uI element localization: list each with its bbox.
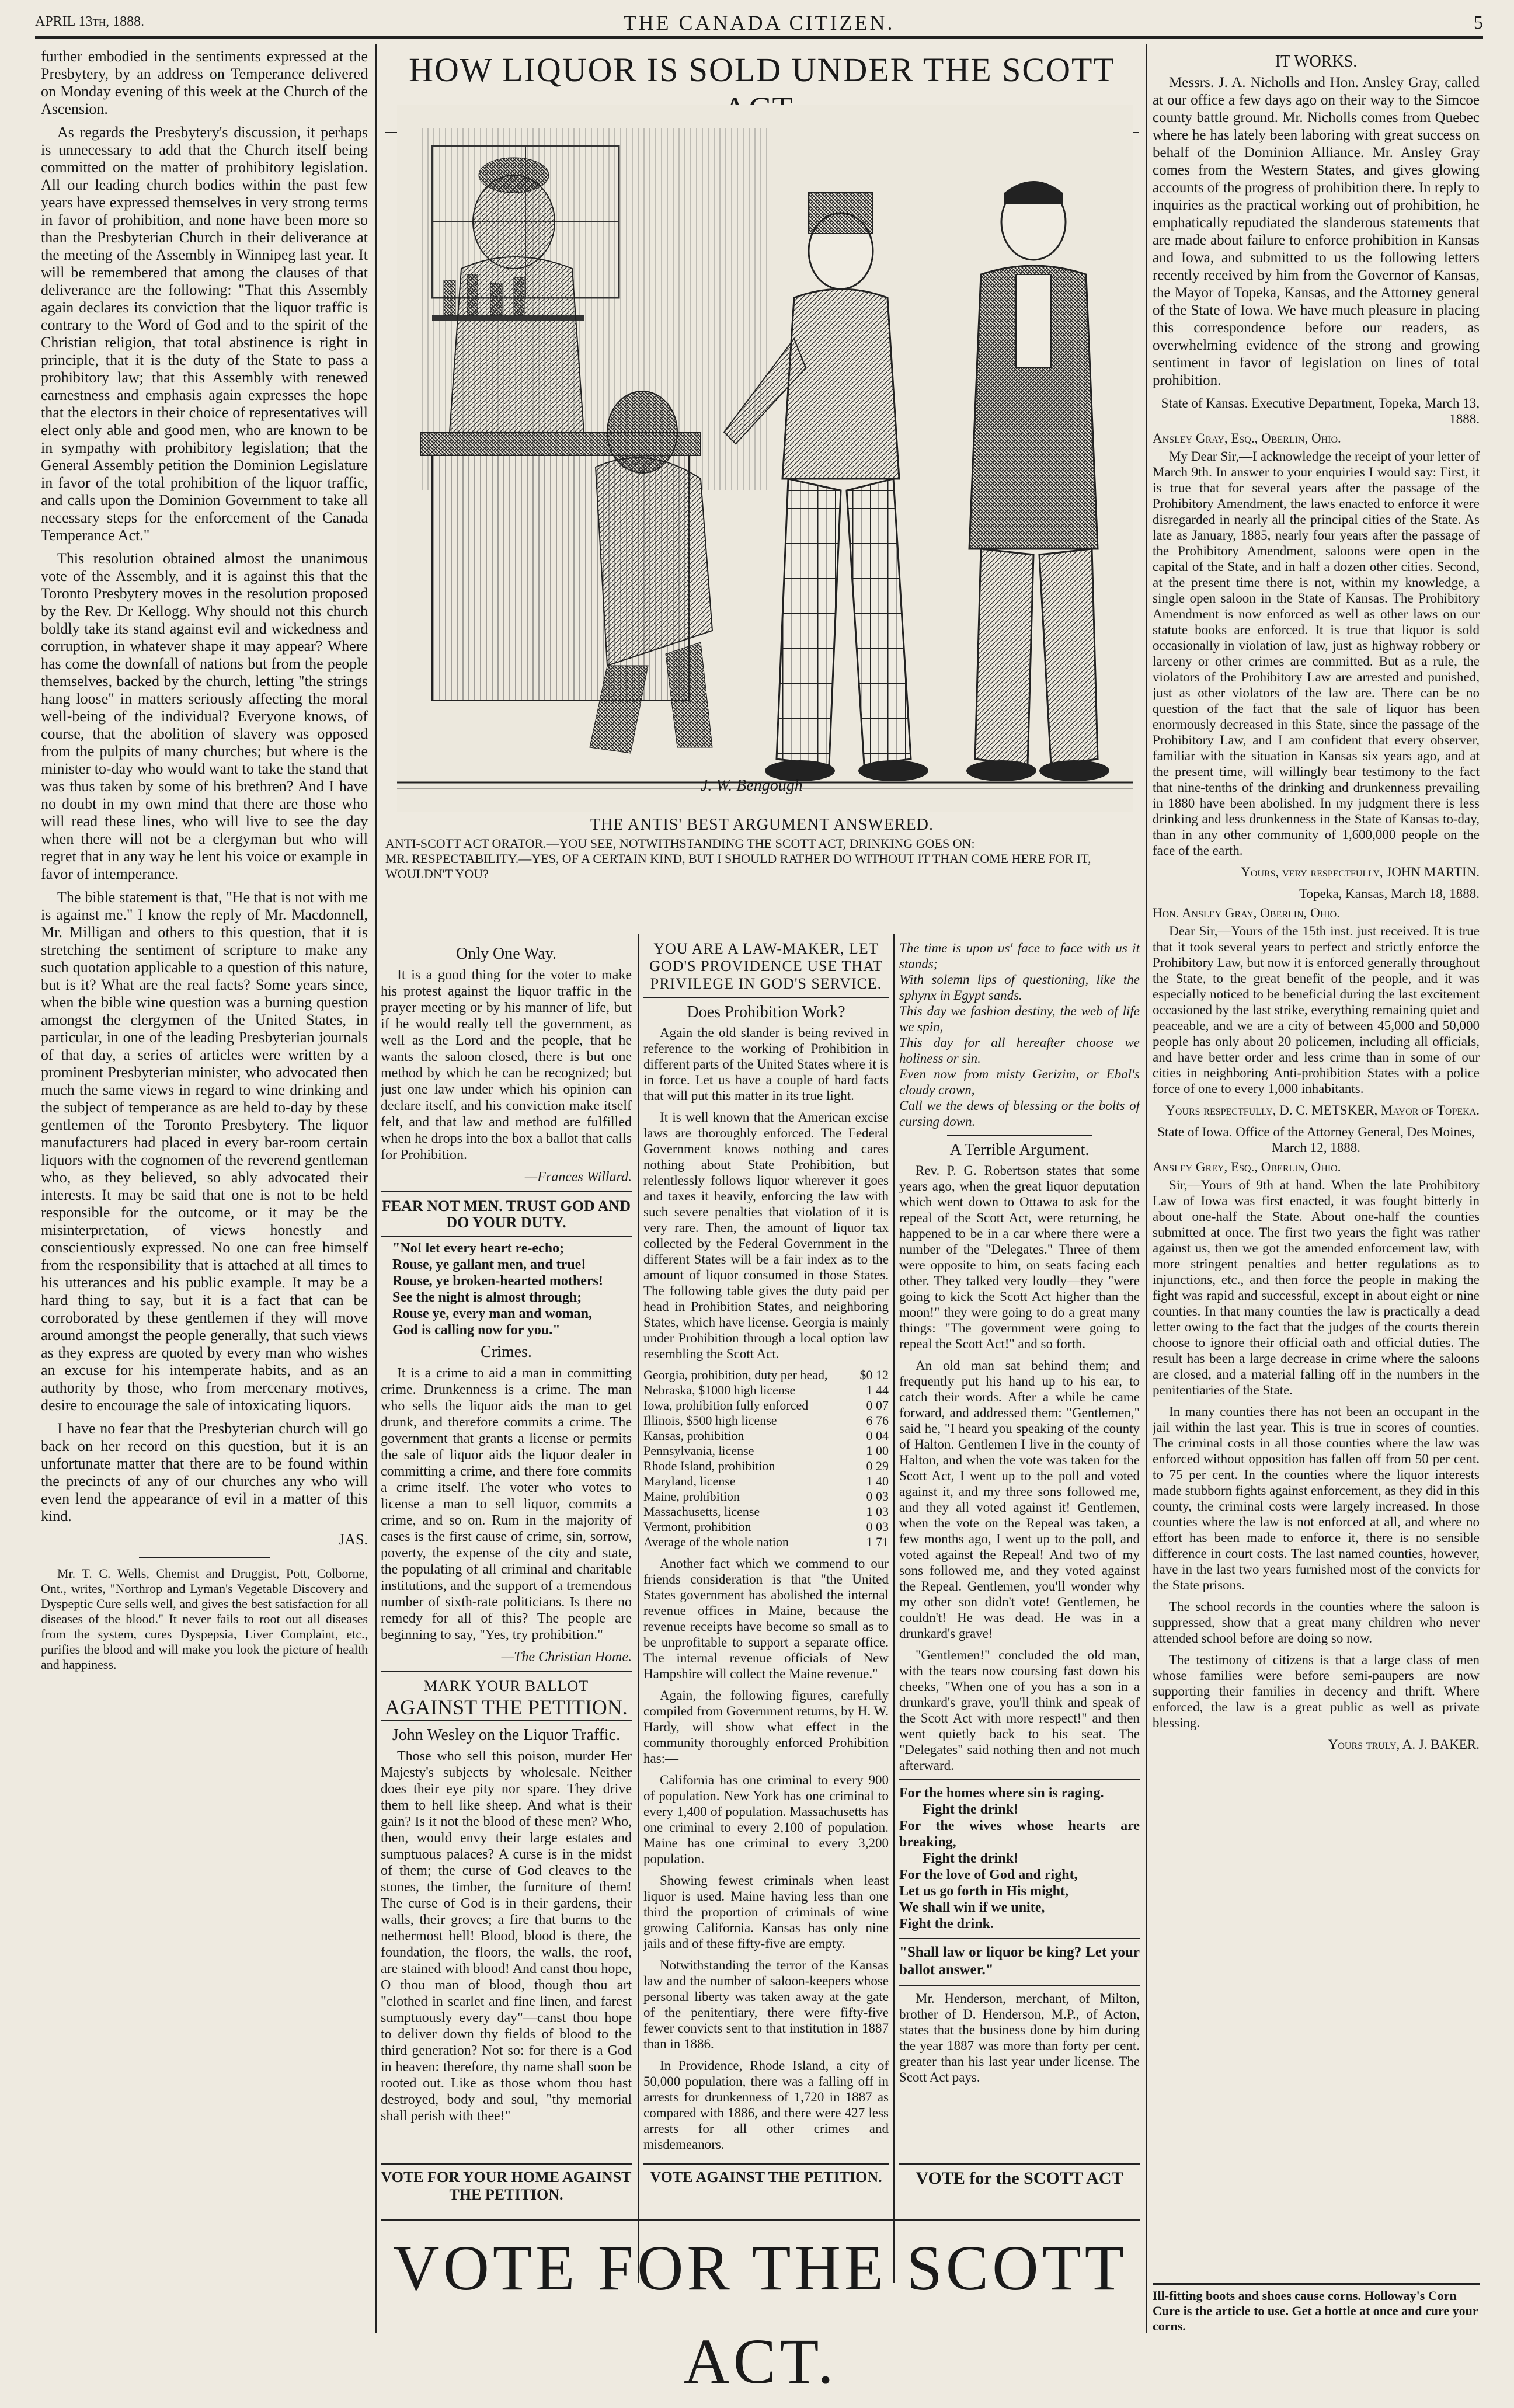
verse-line: Fight the drink. xyxy=(899,1916,994,1932)
article-title: John Wesley on the Liquor Traffic. xyxy=(392,1726,621,1744)
verse-line: Let us go forth in His might, xyxy=(899,1884,1069,1899)
cartoon-illustration xyxy=(397,105,1133,812)
vote-box: VOTE AGAINST THE PETITION. xyxy=(643,2163,889,2186)
state-cell: Kansas, prohibition xyxy=(643,1428,744,1443)
paragraph: Sir,—Yours of 9th at hand. When the late Prohibitory Law of Iowa was first enacted, it was fought bitterly in about one-half the State. About one-half the counties submitted at once. The first two years the fight was rather against us, then we got the amended enforcement law, with more stringent penalties and better regulations as to injunctions, etc., and then force the people in making the fight was rapid and successful, except in about eight or nine counties. In that many counties the law is practically a dead letter owing to the fact that the judges of the courts therein choose to ignore their official oath and official duties. The result has been a large decrease in crime where the saloons are closed, and a material falling off in the numbers in the penitentiaries of the State. xyxy=(1153,1178,1480,1397)
article-title: AGAINST THE PETITION. xyxy=(385,1696,628,1719)
cartoon-caption xyxy=(385,817,1139,882)
verse-line: The time is upon us' face to face with us it stands; xyxy=(899,941,1140,971)
paragraph: Messrs. J. A. Nicholls and Hon. Ansley Gray, called at our office a few days ago on their way to the Simcoe county battle ground. Mr. Nicholls comes from Quebec where he has lately been laboring with great success on behalf of the Dominion Alliance. Mr. Ansley Gray comes from the Western States, and gives glowing accounts of the progress of prohibition there. In reply to inquiries as the practical working out of prohibition, he emphatically repudiated the slanderous statements that are made about failure to enforce prohibition in Kansas and Iowa, and submitted to us the following letters recently received by him from the Governor of Kansas, the Mayor of Topeka, Kansas, and the Attorney general of the State of Iowa. We have much pleasure in placing this correspondence before our readers, as overwhelming evidence of the strong and growing sentiment in favor of legislation on lines of total prohibition. xyxy=(1153,75,1480,388)
article-title: A Terrible Argument. xyxy=(949,1141,1090,1159)
verse-line: God is calling now for you." xyxy=(392,1323,561,1338)
paragraph: Those who sell this poison, murder Her Majesty's subjects by wholesale. Neither does their eye pity nor spare. They drive them to hell like sheep. And what is their gain? Is it not the blood of these men? Who, then, would envy their large estates and sumptuous palaces? A curse is in the midst of them; the curse of God cleaves to the stones, the timber, the furniture of them! The curse of God is in their gardens, their walls, their groves; a fire that burns to the nethermost hell! Blood, blood is there, the foundation, the floors, the walls, the roof, are stained with blood! And canst thou hope, O thou man of blood, though thou art "clothed in scarlet and fine linen, and farest sumptuously every day"—canst thou hope to deliver down thy fields of blood to the third generation? Not so: for there is a God in heaven: therefore, thy name shall soon be rooted out. Like as those whom thou hast destroyed, body and soul, "thy memorial shall perish with thee!" xyxy=(381,1749,632,2124)
state-cell: Pennsylvania, license xyxy=(643,1443,754,1458)
table-row xyxy=(643,1383,889,1398)
table-row xyxy=(643,1489,889,1504)
page-number: 5 xyxy=(1474,12,1483,33)
paragraph: In Providence, Rhode Island, a city of 50,000 population, there was a falling off in arrests for drunkenness of 1,720 in 1887 as compared with 1886, and there were 427 less arrests for all other crimes and misdemeanors. xyxy=(643,2058,889,2152)
article-title: Only One Way. xyxy=(456,945,556,963)
paragraph: It is a crime to aid a man in committing crime. Drunkenness is a crime. The man who sells the liquor aids the man to get drunk, and therefore commits a crime. The government that grants a license or permits the sale of liquor aids the liquor dealer in committing a crime, and there fore commits a crime itself. The voter who votes to license a man to sell liquor, commits a crime, and so on. Rum in the majority of cases is the first cause of crime, sin, sorrow, poverty, the expense of the city and state, the populating of all criminal and charitable institutions, and the support of a tremendous number of sixth-rate politicians. Is there no remedy for all of this? The people are beginning to say, "Yes, try prohibition." xyxy=(381,1366,632,1643)
verse-line: Fight the drink! xyxy=(923,1851,1019,1866)
column-four xyxy=(899,940,1140,2155)
paragraph: Mr. Henderson, merchant, of Milton, brother of D. Henderson, M.P., of Acton, states that the business done by him during the year 1887 was more than forty per cent. greater than his last year under license. The Scott Act pays. xyxy=(899,1991,1140,2085)
verse xyxy=(899,1785,1140,1932)
letter-signature: Yours, very respectfully, JOHN MARTIN. xyxy=(1241,865,1480,879)
verse-line: Even now from misty Gerizim, or Ebal's cloudy crown, xyxy=(899,1067,1140,1097)
state-cell: Iowa, prohibition fully enforced xyxy=(643,1398,809,1412)
letter-heading: State of Kansas. Executive Department, Topeka, March 13, 1888. xyxy=(1161,396,1480,426)
verse-line: For the homes where sin is raging. xyxy=(899,1786,1104,1801)
editorial-column xyxy=(41,48,368,2331)
article-title: FEAR NOT MEN. TRUST GOD AND DO YOUR DUTY. xyxy=(381,1198,631,1231)
duty-cell: 1 40 xyxy=(866,1474,889,1488)
paragraph: It is well known that the American excise laws are thoroughly enforced. The Federal Government knows nothing and cares nothing about State Prohibition, but relentlessly follows liquor wherever it goes and taxes it heavily, enforcing the law with such severe penalties that violation of it is very rare. Then, the amount of liquor tax collected by the Federal Government in the different States will be a fair index as to the amount of liquor consumed in those States. The following table gives the duty paid per head in Prohibition States, and neighboring States, which have license. Georgia is mainly under Prohibition through a local option law resembling the Scott Act. xyxy=(643,1110,889,1361)
paragraph: Rev. P. G. Robertson states that some years ago, when the great liquor deputation which went down to Ottawa to ask for the repeal of the Scott Act, were returning, he happened to be in a car where there were a number of the "Delegates." Three of them were opposite to him, on seats facing each other. They talked very loudly—they "were going to kick the Scott Act higher than the moon!" they were going to do a great many things: "The government were going to repeal the Scott Act!" and so forth. xyxy=(899,1163,1140,1351)
column-rule xyxy=(375,44,377,2333)
article-title: Does Prohibition Work? xyxy=(687,1003,845,1021)
credit: —The Christian Home. xyxy=(501,1650,632,1665)
verse-line: For the love of God and right, xyxy=(899,1867,1078,1882)
paragraph: Again the old slander is being revived in reference to the working of Prohibition in different parts of the United States where it is in force. Let us have a couple of hard facts that will put this matter in its true light. xyxy=(643,1025,889,1103)
paragraph: An old man sat behind them; and frequently put his hand up to his ear, to catch their words. After a while he came forward, and addressed them: "Gentlemen," said he, "I heard you speaking of the county of Halton. Gentlemen I live in the county of Halton, and when the vote was taken for the Scott Act, I went up to the poll and voted against it, and my three sons followed me, and they all voted against it! Gentlemen, when the vote on the Repeal was taken, a few months ago, I went up to the poll, and voted against the Repeal! And two of my sons followed me, and they voted against the Repeal. Gentlemen, you'll wonder why my other son didn't vote! Gentlemen, he couldn't! He was dead. He was in a drunkard's grave! xyxy=(899,1358,1140,1641)
state-cell: Rhode Island, prohibition xyxy=(643,1459,775,1473)
column-rule xyxy=(893,934,895,2283)
duty-cell: 0 03 xyxy=(866,1519,889,1534)
table-row xyxy=(643,1413,889,1428)
verse-line: "No! let every heart re-echo; xyxy=(392,1241,565,1256)
state-cell: Illinois, $500 high license xyxy=(643,1413,777,1428)
divider xyxy=(643,997,889,998)
column-five xyxy=(1153,48,1480,2278)
paragraph: The testimony of citizens is that a large class of men whose families were before semi-paupers are now supporting their families in decency and thrift. Where enforced, the law is a great public as well as private blessing. xyxy=(1153,1652,1480,1730)
paragraph: Another fact which we commend to our friends consideration is that "the United States government has abolished the internal revenue offices in Maine, because the revenue receipts have become so small as to be unprofitable to support a separate office. The internal revenue officials of New Hampshire will collect the Maine revenue." xyxy=(643,1556,889,1681)
duty-cell: 0 04 xyxy=(866,1428,889,1443)
verse xyxy=(381,1240,632,1338)
paragraph: In many counties there has not been an occupant in the jail within the last year. This is true in scores of counties. The criminal costs in all those counties where the law was enforced without opposition has fallen off from 50 per cent. to 75 per cent. In the counties where the liquor interests made stubborn fights against enforcement, as they did in this county, the criminal costs were largely increased. In those counties where the law is not enforced at all, and where no effort has been made to enforce it, there is no sensible difference in court costs. The last named counties, however, have in the last two years furnished most of the convicts for the State prisons. xyxy=(1153,1404,1480,1592)
article-title: Crimes. xyxy=(481,1343,532,1361)
verse-line: Rouse, ye broken-hearted mothers! xyxy=(392,1273,603,1289)
state-cell: Massachusetts, license xyxy=(643,1504,760,1519)
verse-line: Fight the drink! xyxy=(923,1802,1019,1817)
verse-line: This day we fashion destiny, the web of life we spin, xyxy=(899,1004,1140,1034)
table-row xyxy=(643,1474,889,1489)
state-cell: Nebraska, $1000 high license xyxy=(643,1383,796,1397)
paragraph: Notwithstanding the terror of the Kansas law and the number of saloon-keepers whose personal liberty was taken away at the gate of the penitentiary, there were fifty-five fewer convicts sent to that institution in 1887 than in 1886. xyxy=(643,1958,889,2051)
divider xyxy=(139,1557,270,1558)
divider xyxy=(381,1236,632,1237)
letter-recipient: Hon. Ansley Gray, Oberlin, Ohio. xyxy=(1153,906,1340,920)
article-title: MARK YOUR BALLOT xyxy=(423,1678,589,1694)
letter-signature: Yours truly, A. J. BAKER. xyxy=(1328,1737,1480,1752)
paragraph: I have no fear that the Presbyterian church will go back on her record on this question, but it is an unfortunate matter that there are to be found within the precincts of any of our churches any who will even lend the appearance of evil in a matter of this kind. xyxy=(41,1420,368,1525)
paragraph: California has one criminal to every 900 of population. New York has one criminal to every 1,400 of population. Massachusetts has one criminal to every 2,100 of population. Maine has one criminal to every 3,200 population. xyxy=(643,1773,889,1866)
divider xyxy=(899,1779,1140,1780)
duty-cell: $0 12 xyxy=(859,1367,889,1382)
verse xyxy=(899,940,1140,1129)
state-cell: Vermont, prohibition xyxy=(643,1519,751,1534)
table-row xyxy=(643,1534,889,1550)
verse-line: Call we the dews of blessing or the bolts of cursing down. xyxy=(899,1098,1140,1129)
credit: —Frances Willard. xyxy=(524,1170,632,1185)
article-title: IT WORKS. xyxy=(1275,53,1358,71)
verse-line: We shall win if we unite, xyxy=(899,1900,1045,1915)
paragraph: As regards the Presbytery's discussion, it perhaps is unnecessary to add that the Church itself being committed on the matter of prohibitory legislation. All our leading church bodies within the past few years have expressed themselves in very strong terms in favor of prohibition, and none have been more so than the Presbyterian Church in their deliverance at the meeting of the Assembly in Winnipeg last year. It will be remembered that among the clauses of that deliverance are the following: "That this Assembly again declares its conviction that the liquor traffic is contrary to the Word of God and to the spirit of the Christian religion, that total abstinence is right in principle, that it is the duty of the State to pass a prohibitory law; that this Assembly with renewed earnestness and emphasis again expresses the hope that the electors in their choice of representatives will elect only able and good men, who are known to be in sympathy with prohibitory legislation; that the General Assembly petition the Dominion Legislature in favor of the total prohibition of the liquor traffic, and calls upon the Dominion Government to take all necessary steps for the enforcement of the Canada Temperance Act." xyxy=(41,124,368,544)
running-header xyxy=(35,11,1483,39)
artist-signature: J. W. Bengough xyxy=(701,777,803,795)
state-cell: Average of the whole nation xyxy=(643,1534,789,1549)
column-three xyxy=(643,940,889,2155)
column-rule xyxy=(638,934,639,2283)
verse-line: This day for all hereafter choose we holiness or sin. xyxy=(899,1035,1140,1066)
footer-banner: VOTE FOR THE SCOTT ACT. xyxy=(381,2219,1140,2315)
paragraph: The school records in the counties where the saloon is suppressed, show that a great many children who never attended school before are doing so now. xyxy=(1153,1599,1480,1645)
state-cell: Maryland, license xyxy=(643,1474,736,1488)
duty-cell: 0 07 xyxy=(866,1398,889,1412)
table-row xyxy=(643,1428,889,1443)
cartoon-headline: HOW LIQUOR IS SOLD UNDER THE SCOTT xyxy=(385,50,1139,133)
table-row xyxy=(643,1367,889,1383)
caption-line: MR. RESPECTABILITY.—YES, OF A CERTAIN KIND, BUT I SHOULD RATHER DO WITHOUT IT THAN COME HERE FOR IT, WOULDN'T YOU? xyxy=(385,851,1091,881)
letter-recipient: Ansley Gray, Esq., Oberlin, Ohio. xyxy=(1153,431,1341,446)
verse-line: For the wives whose hearts are breaking, xyxy=(899,1818,1140,1850)
advertisement: Mr. T. C. Wells, Chemist and Druggist, Pott, Colborne, Ont., writes, "Northrop and Lyman's Vegetable Discovery and Dyspeptic Cure sells well, and gives the best satisfaction for all diseases of the blood." It never fails to root out all diseases from the system, cures Dyspepsia, Liver Complaint, etc., purifies the blood and will make you look the picture of health and happiness. xyxy=(41,1566,368,1672)
caption-line: ANTI-SCOTT ACT ORATOR.—YOU SEE, NOTWITHSTANDING THE SCOTT ACT, DRINKING GOES ON: xyxy=(385,836,975,851)
duty-cell: 1 71 xyxy=(866,1534,889,1549)
paragraph: Dear Sir,—Yours of the 15th inst. just received. It is true that it took several years to perfect and strictly enforce the Prohibitory Law, but now it is enforced generally throughout the State, to the great benefit of the people, and it was especially noticed to be beneficial during the last excitement occasioned by the last strike, everything remaining quiet and peaceable, and we are a city of between 45,000 and 50,000 people has only about 20 policemen, including all officials, and have better order and less crime than in some of our cities in neighboring Anti-prohibition States with a police force of one to every 1,000 inhabitants. xyxy=(1153,924,1480,1096)
duty-cell: 1 44 xyxy=(866,1383,889,1397)
paragraph: It is a good thing for the voter to make his protest against the liquor traffic in the prayer meeting or by his manner of life, but if he would really tell the government, as well as the Lord and the people, that he wants the saloon closed, there is but one method by which he can be recognized; but just one law under which his opinion can declare itself, and his conviction make itself felt, and that law and method are fulfilled when he drops into the box a ballot that calls for Prohibition. xyxy=(381,968,632,1163)
divider xyxy=(899,1938,1140,1939)
paragraph: This resolution obtained almost the unanimous vote of the Assembly, and it is against this that the Toronto Presbytery moves in the resolution proposed by the Rev. Dr Kellogg. Why should not this church boldly take its stand against evil and wickedness and corruption, in whatever shape it may appear? Where has come the downfall of nations but from the people themselves, backed by the church, letting "the strings hang loose" in matters seriously affecting the moral well-being of the individual? Everyone knows, of course, that the abolition of slavery was opposed from the pulpits of many churches; but where is the minister to-day who would want to take the stand that was thus taken by some of his brethren? And I have no doubt in my own mind that there are those who will read these lines, who will live to see the day when there will not be a clergyman but who will regret that in any way he lent his voice or example in favor of intemperance. xyxy=(41,550,368,882)
vote-box: VOTE for the SCOTT ACT xyxy=(899,2163,1140,2188)
table-row xyxy=(643,1519,889,1534)
verse-line: Rouse, ye gallant men, and true! xyxy=(392,1257,586,1272)
signature: JAS. xyxy=(339,1531,368,1548)
duty-cell: 0 03 xyxy=(866,1489,889,1504)
letter-signature: Yours respectfully, D. C. METSKER, Mayor of Topeka. xyxy=(1165,1103,1480,1118)
verse-line: With solemn lips of questioning, like the sphynx in Egypt sands. xyxy=(899,972,1140,1003)
masthead: THE CANADA CITIZEN. xyxy=(623,11,895,34)
table-row xyxy=(643,1459,889,1474)
corn-cure-advert: Ill-fitting boots and shoes cause corns. Holloway's Corn Cure is the article to use. Get a bottle at once and cure your corns. xyxy=(1153,2283,1480,2334)
vote-box: VOTE FOR YOUR HOME AGAINST THE PETITION. xyxy=(381,2163,632,2204)
caption-title: THE ANTIS' BEST ARGUMENT ANSWERED. xyxy=(590,816,934,834)
duty-cell: 0 29 xyxy=(866,1459,889,1473)
state-cell: Georgia, prohibition, duty per head, xyxy=(643,1367,828,1382)
verse-line: See the night is almost through; xyxy=(392,1290,582,1305)
duty-cell: 1 03 xyxy=(866,1504,889,1519)
column-headline: YOU ARE A LAW-MAKER, LET GOD'S PROVIDENCE USE THAT PRIVILEGE IN GOD'S SERVICE. xyxy=(649,940,883,992)
paragraph: My Dear Sir,—I acknowledge the receipt of your letter of March 9th. In answer to your enquiries I would say: First, it is true that for several years after the passage of the Prohibitory Amendment, the laws enacted to enforce it were disregarded in nearly all the principal cities of the State. As late as January, 1885, nearly four years after the passage of the Prohibitory Amendment, saloons were open in the capital of the State, and in half a dozen other cities. Second, at the present time there is not, within my knowledge, a single open saloon in the State of Kansas. The Prohibitory Amendment is now enforced as well as other laws on our statute books are enforced. It is true that liquor is sold occasionally in violation of law, just as highway robbery or larceny or other crimes are committed. But as a rule, the violators of the Prohibitory Law are arrested and punished, just as other violators of the law are. There can be no question of the fact that the sale of liquor has been enormously decreased in this State, since the passage of the Prohibitory Law, and I am confident that every observer, familiar with the situation in Kansas six years ago, and at the present time, will willingly bear testimony to the fact that nine-tenths of the drinking and drunkenness prevailing in 1880 have been abolished. In my judgment there is less drinking and less drunkenness in the State of Kansas to-day, than in any other community of 1,600,000 people on the face of the earth. xyxy=(1153,449,1480,858)
duty-cell: 1 00 xyxy=(866,1443,889,1458)
divider xyxy=(947,1135,1091,1136)
paragraph: Showing fewest criminals when least liquor is used. Maine having less than one third the proportion of criminals of wine growing California. Kansas has only nine jails and of these fifty-five are empty. xyxy=(643,1873,889,1951)
letter-recipient: Ansley Grey, Esq., Oberlin, Ohio. xyxy=(1153,1160,1341,1174)
column-rule xyxy=(1146,44,1147,2333)
duty-cell: 6 76 xyxy=(866,1413,889,1428)
table-row xyxy=(643,1398,889,1413)
paragraph: further embodied in the sentiments expressed at the Presbytery, by an address on Temperance delivered on Monday evening of this week at the Church of the Ascension. xyxy=(41,48,368,117)
letter-heading: Topeka, Kansas, March 18, 1888. xyxy=(1299,886,1480,901)
divider xyxy=(381,1671,632,1672)
cartoon-engraving xyxy=(397,105,1133,812)
issue-date: APRIL 13th, 1888. xyxy=(35,14,145,29)
divider xyxy=(381,1720,632,1721)
table-row xyxy=(643,1443,889,1459)
divider xyxy=(899,1985,1140,1986)
divider xyxy=(381,1191,632,1192)
letter-heading: State of Iowa. Office of the Attorney General, Des Moines, March 12, 1888. xyxy=(1157,1125,1475,1155)
paragraph: "Gentlemen!" concluded the old man, with the tears now coursing fast down his cheeks, "When one of you has a son in a drunkard's grave, you'll think and speak of the Scott Act with more respect!" and then went quietly back to his seat. The "Delegates" said nothing then and not much afterward. xyxy=(899,1648,1140,1773)
column-two xyxy=(381,940,632,2143)
table-row xyxy=(643,1504,889,1519)
verse-line: Rouse ye, every man and woman, xyxy=(392,1306,592,1321)
state-cell: Maine, prohibition xyxy=(643,1489,740,1504)
pull-quote: "Shall law or liquor be king? Let your ballot answer." xyxy=(899,1944,1140,1978)
liquor-tax-table xyxy=(643,1367,889,1550)
paragraph: The bible statement is that, "He that is not with me is against me." I know the reply of Mr. Macdonnell, Mr. Milligan and others to this question, that it is stretching the sentiment of scripture to make any such quotation applicable to a question of this nature, but is it? What are the real facts? Some years since, when the bible wine question was a burning question amongst the clergymen of the United States, in particular, in one of the leading Presbyterian journals of that day, a series of articles were written by a prominent Presbyterian minister, who advocated then much the same views in regard to wine drinking and the subject of temperance as are held to-day by these gentlemen of the Toronto Presbytery. The liquor manufacturers had placed in every bar-room certain liquors with the cognomen of the reverend gentleman who, as they believed, so ably advocated their interests. It may be said that one is not to be held responsible for the outcome, or it may be the misinterpretation, of views honestly and conscientiously expressed. No one can free himself from the responsibility that is attached at all times to his utterances and his public example. It may be a hard thing to say, but it is a fact that can be corroborated by these gentlemen if they will move around amongst the people generally, that such views as they express are quoted by every man who wishes an excuse for his intemperate habits, and as an authority by those, who from mercenary motives, desire to encourage the sale of intoxicating liquors. xyxy=(41,889,368,1414)
paragraph: Again, the following figures, carefully compiled from Government returns, by H. W. Hardy, will show what effect in the community thoroughly enforced Prohibition has:— xyxy=(643,1688,889,1766)
